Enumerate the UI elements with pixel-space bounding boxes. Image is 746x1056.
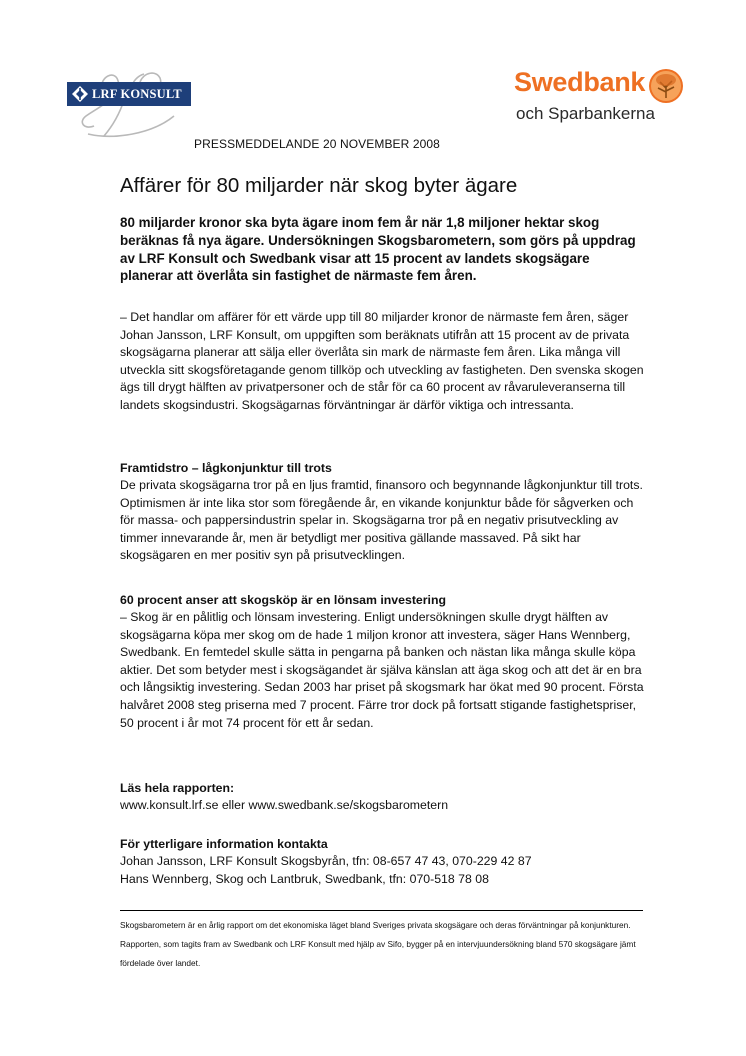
page-title: Affärer för 80 miljarder när skog byter ägare [120, 174, 518, 197]
lrf-diamond-icon [71, 85, 89, 103]
swedbank-subtitle: och Sparbankerna [516, 104, 655, 123]
section-heading-outlook: Framtidstro – lågkonjunktur till trots [120, 461, 332, 475]
report-links[interactable]: www.konsult.lrf.se eller www.swedbank.se/skogsbarometern [120, 798, 449, 812]
section-heading-report: Läs hela rapporten: [120, 781, 235, 795]
body-paragraph-outlook: De privata skogsägarna tror på en ljus framtid, finansoro och begynnande lågkonjunktur till trots. Optimismen är inte lika stor som föregående år, en vikande konjunktur både för sågverken och för massa- och pappersindustrin spelar in. Skogsägarna tror på en negativ prisutveckling av timmer innevarande år, men är betydligt mer positiva gällande massaved. På sikt har skogsägaren en mer positiv syn på prisutvecklingen. [120, 478, 643, 563]
swedbank-logo [514, 66, 694, 132]
body-paragraph-1: – Det handlar om affärer för ett värde upp till 80 miljarder kronor de närmaste fem åren, säger Johan Jansson, LRF Konsult, om uppgiften som beräknats utifrån att 15 procent av de privata skogsägarna planerar att sälja eller överlåta sin mark de närmaste fem åren. Lika många vill utveckla sitt skogsföretagande genom tillköp och utveckling av fastigheten. Den svenska skogen ägs till drygt hälften av privatpersoner och de står för ca 60 procent av råvaruleveranserna till landets skogsindustri. Skogsägarnas förväntningar är därför viktiga och intressanta. [120, 310, 644, 412]
swedbank-oak-tree-icon [648, 68, 684, 104]
lrf-konsult-logo [64, 64, 194, 144]
lead-paragraph: 80 miljarder kronor ska byta ägare inom fem år när 1,8 miljoner hektar skog beräknas få nya ägare. Undersökningen Skogsbarometern, som görs på uppdrag av LRF Konsult och Swedbank visar att 15 procent av landets skogsägare planerar att överlåta sin fastighet de närmaste fem åren. [120, 215, 636, 284]
section-heading-contact: För ytterligare information kontakta [120, 837, 328, 851]
press-release-dateline: PRESSMEDDELANDE 20 NOVEMBER 2008 [194, 137, 440, 151]
footnote: Skogsbarometern är en årlig rapport om det ekonomiska läget bland Sveriges privata skogsägare och deras förväntningar på konjunkturen. Rapporten, som tagits fram av Swedbank och LRF Konsult med hjälp av Sifo, bygger på en intervjuundersökning bland 570 skogsägare jämt fördelade över landet. [120, 920, 636, 968]
contact-list [120, 853, 645, 888]
body-paragraph-investment: – Skog är en pålitlig och lönsam investering. Enligt undersökningen skulle drygt hälften av skogsägarna köpa mer skog om de hade 1 miljon kronor att investera, säger Hans Wennberg, Swedbank. En femtedel skulle sätta in pengarna på banken och nästan lika många skulle köpa aktier. Det som betyder mest i skogsägandet är själva känslan att äga skog och att det är en bra och långsiktig investering. Sedan 2003 har priset på skogsmark har ökat med 90 procent. Första halvåret 2008 steg priserna med 7 procent. Färre tror dock på fortsatt stigande fastighetspriser, 50 procent i år mot 74 procent för ett år sedan. [120, 610, 644, 730]
footnote-divider [120, 910, 643, 911]
swedbank-wordmark: Swedbank [514, 67, 646, 97]
contact-line: Hans Wennberg, Skog och Lantbruk, Swedbank, tfn: 070-518 78 08 [120, 871, 489, 886]
section-heading-investment: 60 procent anser att skogsköp är en lönsam investering [120, 593, 446, 607]
lrf-konsult-text: LRF KONSULT [92, 86, 182, 101]
contact-line: Johan Jansson, LRF Konsult Skogsbyrån, tfn: 08-657 47 43, 070-229 42 87 [120, 854, 532, 868]
lrf-konsult-bar [67, 82, 191, 106]
